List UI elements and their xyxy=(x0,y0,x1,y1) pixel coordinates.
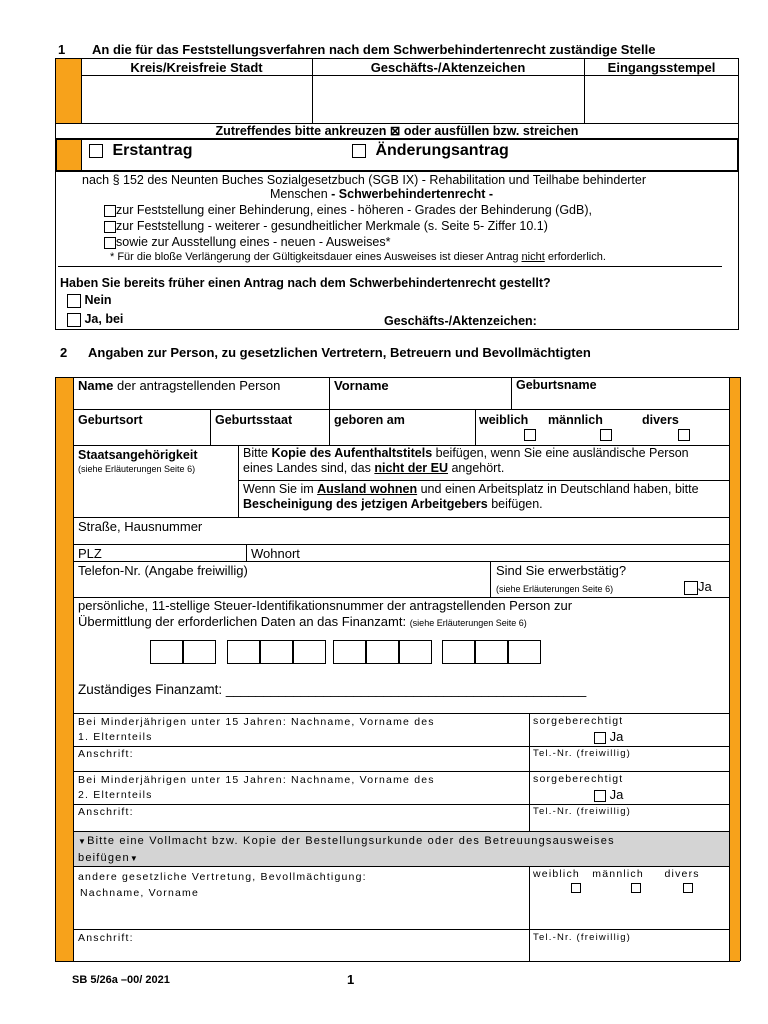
col-kreis: Kreis/Kreisfreie Stadt xyxy=(130,60,263,75)
section-number-2: 2 xyxy=(60,345,68,360)
orange-bar-right xyxy=(730,377,740,961)
aenderungsantrag-label: Änderungsantrag xyxy=(375,142,509,159)
aufenthalt-2: Kopie des Aufenthaltstitels xyxy=(271,446,433,460)
anschrift-2-label: Anschrift: xyxy=(78,806,134,818)
erstantrag-label: Erstantrag xyxy=(112,142,193,159)
page-number: 1 xyxy=(347,972,355,987)
steuer-digit-box[interactable] xyxy=(183,640,216,664)
steuer-digit-box[interactable] xyxy=(475,640,508,664)
telnr-3-label: Tel.-Nr. (freiwillig) xyxy=(533,932,632,943)
erstantrag-checkbox[interactable] xyxy=(89,144,103,158)
vertretung-divers-checkbox[interactable] xyxy=(683,883,693,893)
vertretung-geschlecht-labels: weiblich männlich divers xyxy=(533,868,700,880)
steuer-digit-box[interactable] xyxy=(227,640,260,664)
nein-checkbox[interactable] xyxy=(67,294,81,308)
telnr-1-label: Tel.-Nr. (freiwillig) xyxy=(533,748,632,759)
aufenthalt-3: beifügen, wenn Sie eine ausländische Person eines Landes sind, das xyxy=(243,446,689,475)
aufenthalt-4: nicht der EU xyxy=(374,461,448,475)
erwerb-ja-label: Ja xyxy=(698,579,712,594)
minor-2-line-a: Bei Minderjährigen unter 15 Jahren: Nachname, Vorname des xyxy=(78,774,435,786)
ausland-5: beifügen. xyxy=(491,497,543,511)
strasse-label: Straße, Hausnummer xyxy=(78,519,203,534)
sorge-1-ja-option[interactable] xyxy=(594,729,623,744)
instruction-line xyxy=(55,123,739,138)
weiblich-checkbox[interactable] xyxy=(524,429,536,441)
steuer-text xyxy=(78,598,728,631)
ausland-text xyxy=(243,482,713,512)
geboren-am-label: geboren am xyxy=(334,413,405,427)
steuer-digit-box[interactable] xyxy=(150,640,183,664)
option-3[interactable] xyxy=(104,235,390,249)
steuer-digit-box[interactable] xyxy=(442,640,475,664)
aufenthalt-text xyxy=(243,446,713,476)
triangle-down-icon: ▼ xyxy=(78,837,88,846)
steuer-digit-box[interactable] xyxy=(366,640,399,664)
aenderungsantrag-checkbox[interactable] xyxy=(352,144,366,158)
aufenthalt-5: angehört. xyxy=(451,461,505,475)
erwerb-note: (siehe Erläuterungen Seite 6) xyxy=(496,584,614,594)
option-2-label: zur Feststellung - weiterer - gesundheitlicher Merkmale (s. Seite 5- Ziffer 10.1) xyxy=(116,219,548,233)
vollmacht-line-a: Bitte eine Vollmacht bzw. Kopie der Bestellungsurkunde oder des Betreuungsausweises xyxy=(87,835,615,847)
steuer-digit-box[interactable] xyxy=(293,640,326,664)
erstantrag-option[interactable] xyxy=(89,142,192,160)
steuer-note: (siehe Erläuterungen Seite 6) xyxy=(409,618,527,628)
steuer-line-2: Übermittlung der erforderlichen Daten an das Finanzamt: xyxy=(78,614,407,629)
erwerb-label: Sind Sie erwerbstätig? xyxy=(496,563,627,578)
maennlich-label: männlich xyxy=(548,413,603,427)
steuer-digit-box[interactable] xyxy=(508,640,541,664)
option-2[interactable] xyxy=(104,219,548,233)
col-aktenzeichen: Geschäfts-/Aktenzeichen xyxy=(370,60,526,75)
option-3-checkbox[interactable] xyxy=(104,237,116,249)
legal-text-1: nach § 152 des Neunten Buches Sozialgesetzbuch (SGB IX) - Rehabilitation und Teilhabe behinderter xyxy=(82,173,647,187)
vollmacht-text xyxy=(78,833,728,867)
vertretung-maennlich-checkbox[interactable] xyxy=(631,883,641,893)
steuer-line-1: persönliche, 11-stellige Steuer-Identifikationsnummer der antragstellenden Person zur xyxy=(78,598,573,613)
steuer-digit-box[interactable] xyxy=(260,640,293,664)
sorge-2-checkbox[interactable] xyxy=(594,790,606,802)
triangle-down-icon: ▼ xyxy=(129,854,139,863)
ja-aktenzeichen-label: Geschäfts-/Aktenzeichen: xyxy=(384,314,537,328)
orange-bar-left xyxy=(56,377,73,961)
erwerb-ja-option[interactable] xyxy=(684,579,712,595)
geburtsstaat-label: Geburtsstaat xyxy=(215,413,293,427)
instruction-text: Zutreffendes bitte ankreuzen xyxy=(215,124,387,138)
plz-label: PLZ xyxy=(78,546,102,561)
anschrift-3-label: Anschrift: xyxy=(78,932,134,944)
ausland-3: und einen Arbeitsplatz in Deutschland haben, bitte xyxy=(420,482,699,496)
legal-text-2b: - Schwerbehindertenrecht - xyxy=(331,187,494,201)
ausland-1: Wenn Sie im xyxy=(243,482,314,496)
option-1-checkbox[interactable] xyxy=(104,205,116,217)
ja-bei-checkbox[interactable] xyxy=(67,313,81,327)
form-id: SB 5/26a –00/ 2021 xyxy=(72,974,170,986)
name-label xyxy=(78,378,280,393)
sorge-2-label: sorgeberechtigt xyxy=(533,773,624,785)
ausland-2: Ausland wohnen xyxy=(317,482,418,496)
sorge-2-ja-label: Ja xyxy=(609,787,624,802)
legal-text-2a: Menschen xyxy=(270,187,328,201)
erwerb-ja-checkbox[interactable] xyxy=(684,581,698,595)
section-2-title: Angaben zur Person, zu gesetzlichen Vertretern, Betreuern und Bevollmächtigten xyxy=(88,345,591,360)
section-1-title: An die für das Feststellungsverfahren nach dem Schwerbehindertenrecht zuständige Stelle xyxy=(92,42,656,57)
divers-label: divers xyxy=(642,413,679,427)
name-label-bold: Name xyxy=(78,378,114,393)
vertretung-line-b: Nachname, Vorname xyxy=(80,887,200,899)
legal-text-2 xyxy=(270,187,493,201)
nein-option[interactable] xyxy=(67,293,112,308)
vorname-label: Vorname xyxy=(334,378,389,393)
minor-2-label xyxy=(78,773,435,803)
staatsangehoerigkeit-label: Staatsangehörigkeit xyxy=(78,448,198,462)
nein-label: Nein xyxy=(84,293,112,307)
anschrift-1-label: Anschrift: xyxy=(78,748,134,760)
section-number-1: 1 xyxy=(58,42,66,57)
minor-1-line-b: 1. Elternteils xyxy=(78,731,153,743)
sorge-1-ja-label: Ja xyxy=(609,729,624,744)
kreis-input[interactable] xyxy=(82,76,311,122)
maennlich-checkbox[interactable] xyxy=(600,429,612,441)
vertretung-weiblich-checkbox[interactable] xyxy=(571,883,581,893)
footnote-a: * Für die bloße Verlängerung der Gültigkeitsdauer eines Ausweises ist dieser Antrag xyxy=(110,251,519,263)
divers-checkbox[interactable] xyxy=(678,429,690,441)
minor-1-line-a: Bei Minderjährigen unter 15 Jahren: Nachname, Vorname des xyxy=(78,716,435,728)
option-2-checkbox[interactable] xyxy=(104,221,116,233)
geburtsort-label: Geburtsort xyxy=(78,413,143,427)
vertretung-line-a: andere gesetzliche Vertretung, Bevollmächtigung: xyxy=(78,871,367,883)
aufenthalt-1: Bitte xyxy=(243,446,269,460)
telnr-2-label: Tel.-Nr. (freiwillig) xyxy=(533,806,632,817)
weiblich-label: weiblich xyxy=(479,413,529,427)
orange-bar xyxy=(57,140,81,170)
name-label-rest: der antragstellenden Person xyxy=(117,378,281,393)
telefon-label: Telefon-Nr. (Angabe freiwillig) xyxy=(78,563,248,578)
ja-bei-option[interactable] xyxy=(67,312,123,327)
orange-bar xyxy=(56,59,81,123)
wohnort-label: Wohnort xyxy=(251,546,300,561)
aktenzeichen-input[interactable] xyxy=(313,76,583,122)
footnote xyxy=(110,251,606,263)
vertretung-label xyxy=(78,869,367,901)
steuer-id-input[interactable] xyxy=(150,640,550,664)
crossed-box-icon: ⊠ xyxy=(389,124,401,138)
aenderungsantrag-option[interactable] xyxy=(352,142,509,160)
option-1-label: zur Feststellung einer Behinderung, eines - höheren - Grades der Behinderung (GdB), xyxy=(116,203,592,217)
instruction-text-2: oder ausfüllen bzw. streichen xyxy=(403,124,579,138)
minor-2-line-b: 2. Elternteils xyxy=(78,789,153,801)
footnote-c: erforderlich. xyxy=(547,251,606,263)
sorge-2-ja-option[interactable] xyxy=(594,787,623,802)
geburtsname-label: Geburtsname xyxy=(516,378,597,392)
finanzamt-field[interactable]: Zuständiges Finanzamt: ________________________________________________ xyxy=(78,682,587,697)
vollmacht-line-b: beifügen xyxy=(78,852,130,864)
previous-application-question: Haben Sie bereits früher einen Antrag nach dem Schwerbehindertenrecht gestellt? xyxy=(60,276,551,290)
steuer-digit-box[interactable] xyxy=(399,640,432,664)
sorge-1-checkbox[interactable] xyxy=(594,732,606,744)
col-eingangsstempel: Eingangsstempel xyxy=(607,60,716,75)
option-1[interactable] xyxy=(104,203,592,217)
ja-bei-label: Ja, bei xyxy=(84,312,124,326)
minor-1-label xyxy=(78,715,435,745)
sorge-1-label: sorgeberechtigt xyxy=(533,715,624,727)
staats-note: (siehe Erläuterungen Seite 6) xyxy=(78,464,196,474)
footnote-b: nicht xyxy=(521,251,545,263)
option-3-label: sowie zur Ausstellung eines - neuen - Ausweises* xyxy=(116,235,391,249)
steuer-digit-box[interactable] xyxy=(333,640,366,664)
ausland-4: Bescheinigung des jetzigen Arbeitgebers xyxy=(243,497,488,511)
